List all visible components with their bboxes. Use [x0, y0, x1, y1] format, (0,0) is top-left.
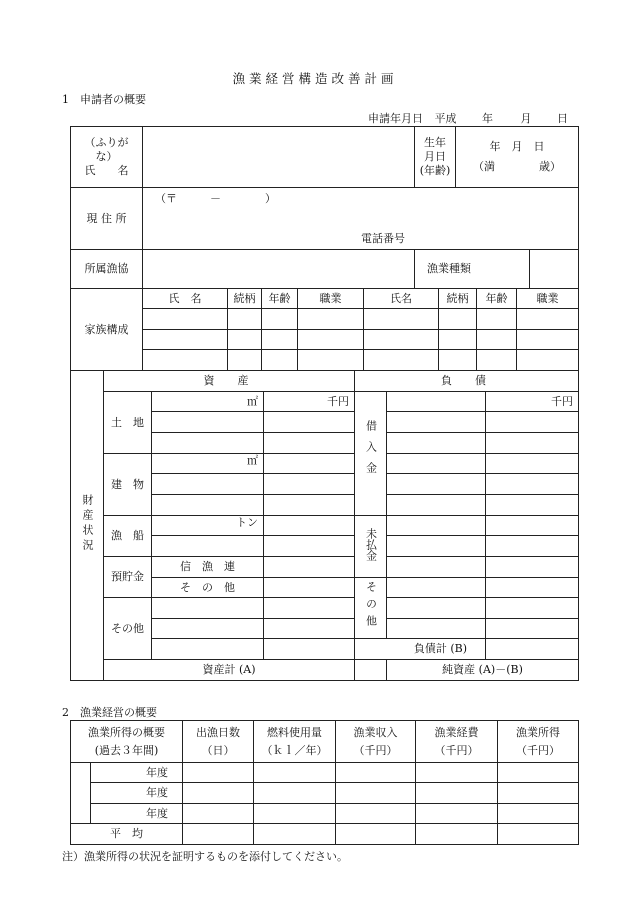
family-cell[interactable] [298, 309, 364, 330]
fishery-expense-unit: （千円） [434, 743, 479, 757]
net-assets-label: 純資産 (A)－(B) [387, 660, 579, 681]
family-cell[interactable] [517, 330, 579, 350]
land-value-unit: 千円 [264, 392, 355, 412]
fishing-days-cell[interactable] [183, 804, 254, 824]
deposit-cell[interactable] [264, 578, 355, 598]
birth-date-placeholder: 年 月 日 [489, 140, 545, 153]
family-row [71, 309, 579, 330]
family-row [71, 330, 579, 350]
name-label-cell [71, 127, 143, 188]
application-date-label: 申請年月日 [368, 112, 423, 125]
fishing-days-cell[interactable] [183, 824, 254, 845]
year-label: 年 [482, 112, 493, 125]
deposit-label: 預貯金 [104, 557, 152, 598]
family-cell[interactable] [228, 330, 262, 350]
income-overview-header [71, 721, 183, 763]
boat-cell[interactable] [264, 536, 355, 557]
family-cell[interactable] [439, 350, 477, 371]
loan-cell[interactable] [387, 412, 486, 433]
year-label: 年度 [91, 804, 183, 824]
fishery-revenue-unit: （千円） [353, 743, 398, 757]
liability-total-field[interactable] [486, 639, 579, 660]
fishery-revenue-cell[interactable] [336, 763, 416, 783]
fishery-income-cell[interactable] [498, 763, 579, 783]
family-header-name-1: 氏 名 [143, 289, 228, 309]
family-cell[interactable] [262, 309, 298, 330]
family-header-name-2: 氏名 [364, 289, 439, 309]
liability-other-text: その他 [364, 580, 378, 632]
section-2-heading: 2 漁業経営の概要 [62, 706, 157, 719]
year-rows-indent [71, 763, 91, 824]
family-cell[interactable] [477, 330, 517, 350]
family-cell[interactable] [298, 350, 364, 371]
land-label: 土 地 [104, 392, 152, 454]
assets-header: 資 産 [104, 371, 355, 392]
loan-cell[interactable] [486, 495, 579, 516]
name-label: 氏 名 [84, 164, 129, 177]
age-placeholder: （満 歳） [473, 160, 561, 173]
fishery-revenue-header [336, 721, 416, 763]
boat-tonnage-unit: トン [152, 516, 264, 536]
fishery-expense-header [416, 721, 498, 763]
loan-value-unit: 千円 [486, 392, 579, 412]
loan-label [355, 392, 387, 516]
fishing-days-cell[interactable] [183, 783, 254, 804]
fishery-income-cell[interactable] [498, 824, 579, 845]
asset-total-field[interactable] [355, 660, 387, 681]
asset-other-cell[interactable] [264, 598, 355, 619]
fuel-usage-label: 燃料使用量 [267, 725, 322, 739]
fishery-type-field[interactable] [530, 250, 579, 289]
era-label: 平成 [434, 112, 457, 125]
family-cell[interactable] [364, 309, 439, 330]
loan-cell[interactable] [486, 433, 579, 454]
fishery-income-unit: （千円） [516, 743, 560, 757]
family-cell[interactable] [228, 309, 262, 330]
family-header-age-1: 年齢 [262, 289, 298, 309]
address-label: 現 住 所 [71, 188, 143, 250]
deposit-item-other: そ の 他 [152, 578, 264, 598]
day-label: 日 [557, 112, 568, 125]
applicant-table [70, 126, 579, 289]
loan-cell[interactable] [387, 454, 486, 474]
management-table [70, 720, 579, 845]
family-header-job-2: 職業 [517, 289, 579, 309]
boat-cell[interactable] [264, 516, 355, 536]
income-overview-label: 漁業所得の概要 [88, 725, 165, 739]
family-cell[interactable] [143, 309, 228, 330]
unpaid-cell[interactable] [387, 516, 486, 536]
fishery-type-label: 漁業種類 [415, 250, 530, 289]
loan-cell[interactable] [387, 495, 486, 516]
assets-table [70, 370, 579, 681]
family-cell[interactable] [517, 309, 579, 330]
fishing-days-unit: （日） [201, 743, 235, 757]
boat-label: 漁 船 [104, 516, 152, 557]
section-1-heading: 1 申請者の概要 [62, 93, 146, 106]
liability-other-cell[interactable] [486, 578, 579, 598]
liability-other-cell[interactable] [387, 578, 486, 598]
year-label: 年度 [91, 783, 183, 804]
building-cell[interactable] [264, 495, 355, 516]
building-area-unit: ㎡ [152, 454, 264, 474]
family-cell[interactable] [262, 350, 298, 371]
fuel-usage-cell[interactable] [254, 763, 336, 783]
fishery-expense-cell[interactable] [416, 824, 498, 845]
birth-label-cell [415, 127, 456, 188]
fishery-revenue-cell[interactable] [336, 804, 416, 824]
loan-cell[interactable] [387, 433, 486, 454]
property-status-label [71, 371, 104, 681]
coop-field[interactable] [143, 250, 415, 289]
liability-other-cell[interactable] [387, 619, 486, 639]
land-cell[interactable] [264, 412, 355, 433]
asset-other-cell[interactable] [152, 619, 264, 639]
year-row [71, 804, 579, 824]
liability-other-cell[interactable] [486, 619, 579, 639]
land-cell[interactable] [264, 433, 355, 454]
family-header-relation-1: 続柄 [228, 289, 262, 309]
loan-cell[interactable] [486, 454, 579, 474]
month-label: 月 [520, 112, 532, 125]
land-cell[interactable] [152, 412, 264, 433]
postal-code: （〒 － ） [155, 192, 276, 205]
land-area-unit: ㎡ [152, 392, 264, 412]
fuel-usage-header [254, 721, 336, 763]
loan-cell[interactable] [387, 392, 486, 412]
building-cell[interactable] [152, 474, 264, 495]
footnote: 注）漁業所得の状況を証明するものを添付してください。 [62, 850, 348, 863]
family-cell[interactable] [517, 350, 579, 371]
property-status-text: 財産状況 [81, 493, 94, 554]
birth-label-1: 生年 [424, 136, 446, 149]
unpaid-cell[interactable] [486, 516, 579, 536]
family-cell[interactable] [143, 350, 228, 371]
fishery-expense-label: 漁業経費 [434, 725, 479, 739]
loan-cell[interactable] [387, 474, 486, 495]
asset-total-label: 資産計 (A) [104, 660, 355, 681]
deposit-cell[interactable] [264, 557, 355, 578]
birth-label-2: 月日 [424, 150, 446, 163]
unpaid-cell[interactable] [387, 557, 486, 578]
furigana-label: （ふりがな） [84, 136, 129, 163]
fuel-usage-cell[interactable] [254, 804, 336, 824]
family-cell[interactable] [262, 330, 298, 350]
year-label: 年度 [91, 763, 183, 783]
family-cell[interactable] [439, 330, 477, 350]
fuel-usage-cell[interactable] [254, 783, 336, 804]
fishery-expense-cell[interactable] [416, 783, 498, 804]
loan-cell[interactable] [486, 474, 579, 495]
fishing-days-header [183, 721, 254, 763]
fuel-usage-unit: （ｋｌ／年） [261, 743, 328, 757]
family-label: 家族構成 [71, 289, 143, 371]
liability-other-label [355, 578, 387, 639]
fuel-usage-cell[interactable] [254, 824, 336, 845]
average-label: 平 均 [71, 824, 183, 845]
family-header-age-2: 年齢 [477, 289, 517, 309]
income-overview-period: (過去３年間) [94, 743, 159, 757]
land-cell[interactable] [152, 433, 264, 454]
family-cell[interactable] [364, 350, 439, 371]
loan-cell[interactable] [486, 412, 579, 433]
fishery-income-header [498, 721, 579, 763]
family-header-job-1: 職業 [298, 289, 364, 309]
unpaid-label [355, 516, 387, 578]
average-row [71, 824, 579, 845]
family-cell[interactable] [439, 309, 477, 330]
family-cell[interactable] [477, 350, 517, 371]
unpaid-cell[interactable] [486, 557, 579, 578]
family-cell[interactable] [364, 330, 439, 350]
building-cell[interactable] [264, 474, 355, 495]
asset-other-label: その他 [104, 598, 152, 660]
deposit-item-shingyoren: 信 漁 連 [152, 557, 264, 578]
liability-other-cell[interactable] [387, 598, 486, 619]
fishery-expense-cell[interactable] [416, 763, 498, 783]
year-row [71, 783, 579, 804]
fishery-income-cell[interactable] [498, 804, 579, 824]
building-cell[interactable] [152, 495, 264, 516]
liability-total-label: 負債計 (B) [355, 639, 486, 660]
family-table [70, 288, 579, 371]
boat-cell[interactable] [152, 536, 264, 557]
building-cell[interactable] [264, 454, 355, 474]
birth-label-3: (年齢) [419, 164, 451, 177]
asset-other-cell[interactable] [152, 639, 264, 660]
application-date-line [368, 110, 568, 126]
unpaid-text: 未払金 [364, 528, 378, 561]
fishery-revenue-label: 漁業収入 [353, 725, 398, 739]
coop-label: 所属漁協 [71, 250, 143, 289]
fishery-revenue-cell[interactable] [336, 824, 416, 845]
building-label: 建 物 [104, 454, 152, 516]
asset-other-cell[interactable] [264, 639, 355, 660]
name-field[interactable] [143, 127, 415, 188]
phone-label: 電話番号 [361, 232, 405, 245]
year-row [71, 763, 579, 783]
asset-other-cell[interactable] [264, 619, 355, 639]
family-cell[interactable] [228, 350, 262, 371]
asset-other-cell[interactable] [152, 598, 264, 619]
family-cell[interactable] [298, 330, 364, 350]
family-header-relation-2: 続柄 [439, 289, 477, 309]
fishery-revenue-cell[interactable] [336, 783, 416, 804]
fishery-income-cell[interactable] [498, 783, 579, 804]
address-field[interactable] [143, 188, 579, 250]
family-row [71, 350, 579, 371]
liability-other-cell[interactable] [486, 598, 579, 619]
birth-field[interactable] [456, 127, 579, 188]
unpaid-cell[interactable] [486, 536, 579, 557]
document-title: 漁業経営構造改善計画 [232, 71, 398, 86]
fishing-days-label: 出漁日数 [196, 725, 240, 739]
fishing-days-cell[interactable] [183, 763, 254, 783]
liabilities-header: 負 債 [355, 371, 579, 392]
fishery-expense-cell[interactable] [416, 804, 498, 824]
fishery-income-label: 漁業所得 [516, 725, 560, 739]
family-cell[interactable] [477, 309, 517, 330]
family-cell[interactable] [143, 330, 228, 350]
loan-text: 借入金 [364, 420, 378, 483]
unpaid-cell[interactable] [387, 536, 486, 557]
